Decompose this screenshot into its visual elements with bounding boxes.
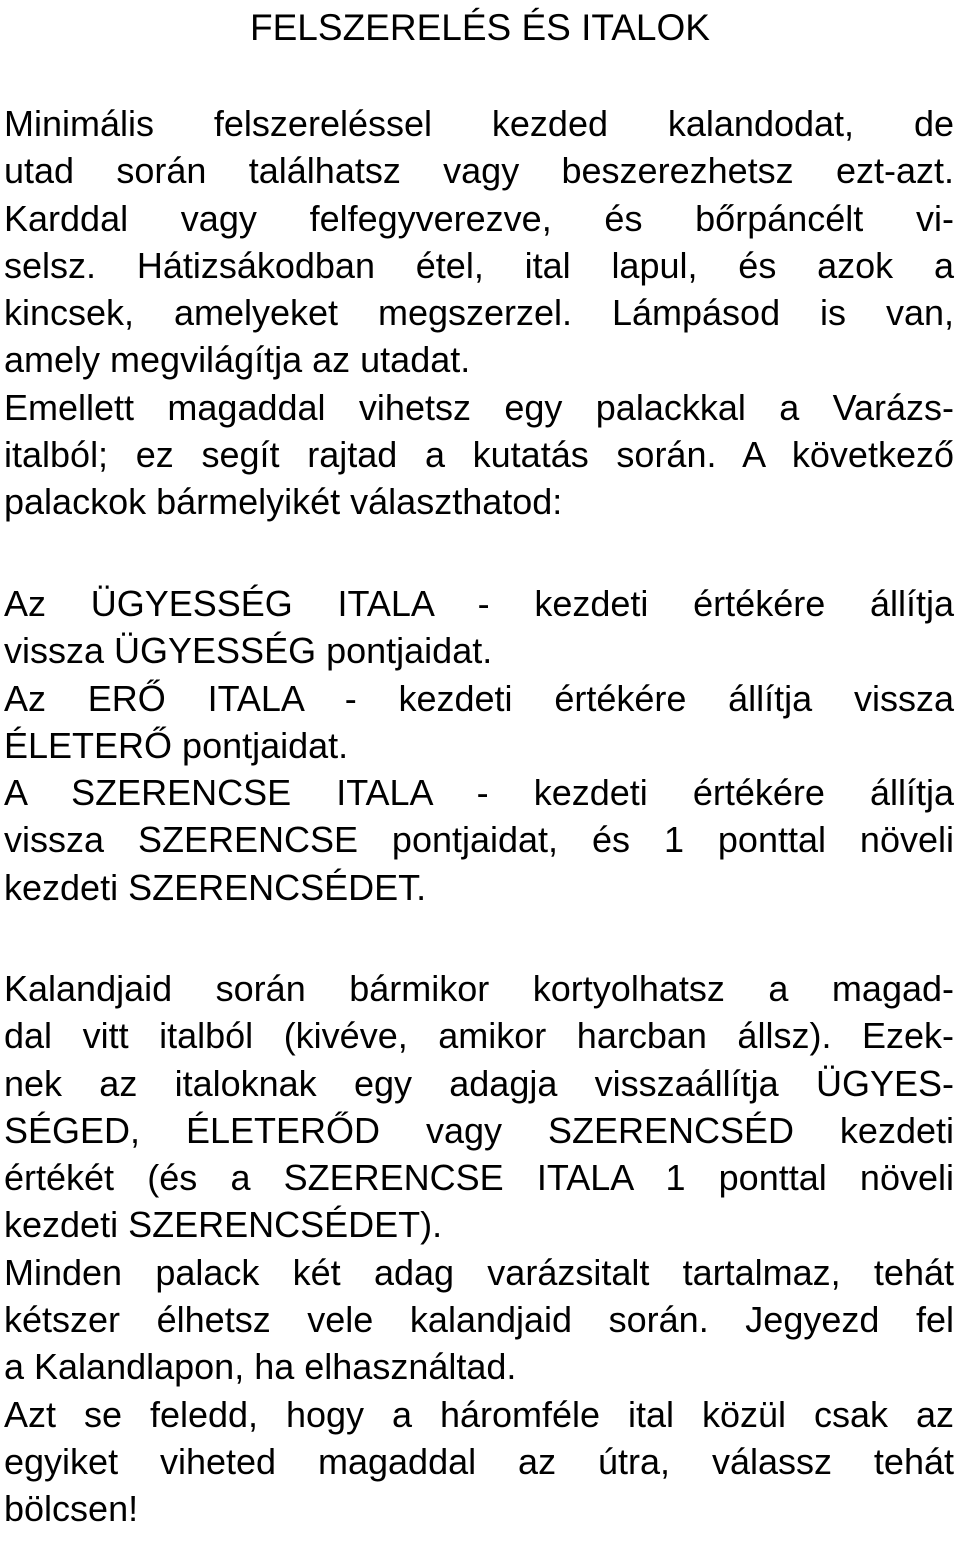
text-line: egyiket viheted magaddal az útra, válassz tehát [4,1440,954,1482]
text-line: amely megvilágítja az utadat. [4,339,471,381]
text-line: Minden palack két adag varázsitalt tartalmaz, tehát [4,1251,954,1293]
text-line: palackok bármelyikét választhatod: [4,481,563,523]
text-line: Emellett magaddal vihetsz egy palackkal a Varázs- [4,386,954,428]
text-line: bölcsen! [4,1488,139,1530]
potions-list-paragraph [4,580,954,911]
text-line: vissza SZERENCSE pontjaidat, és 1 ponttal növeli [4,819,954,861]
text-line: A SZERENCSE ITALA - kezdeti értékére állítja [4,772,954,814]
text-line: Azt se feledd, hogy a háromféle ital közül csak az [4,1393,954,1435]
text-line: dal vitt italból (kivéve, amikor harcban állsz). Ezek- [4,1015,954,1057]
text-line: kezdeti SZERENCSÉDET). [4,1204,443,1246]
text-line: italból; ez segít rajtad a kutatás során. A következő [4,434,954,476]
text-line: kétszer élhetsz vele kalandjaid során. Jegyezd fel [4,1299,954,1341]
text-line: Karddal vagy felfegyverezve, és bőrpáncélt vi- [4,197,954,239]
text-line: Minimális felszereléssel kezded kalandodat, de [4,103,954,144]
text-line: kezdeti SZERENCSÉDET. [4,866,427,908]
usage-paragraph [4,965,954,1533]
text-line: Az ÜGYESSÉG ITALA - kezdeti értékére állítja [4,583,954,624]
text-line: vissza ÜGYESSÉG pontjaidat. [4,630,493,672]
text-line: Kalandjaid során bármikor kortyolhatsz a magad- [4,968,954,1009]
text-line: Az ERŐ ITALA - kezdeti értékére állítja vissza [4,677,954,719]
text-line: SÉGED, ÉLETERŐD vagy SZERENCSÉD kezdeti [4,1109,954,1151]
text-line: kincsek, amelyeket megszerzel. Lámpásod is van, [4,292,954,334]
text-line: selsz. Hátizsákodban étel, ital lapul, és azok a [4,244,954,286]
page-title: FELSZERELÉS ÉS ITALOK [250,7,710,48]
text-line: utad során találhatsz vagy beszerezhetsz ezt-azt. [4,150,954,192]
intro-paragraph [4,100,954,526]
text-line: ÉLETERŐ pontjaidat. [4,724,349,766]
text-line: értékét (és a SZERENCSE ITALA 1 ponttal növeli [4,1157,954,1199]
text-line: a Kalandlapon, ha elhasználtad. [4,1346,517,1388]
text-line: nek az italoknak egy adagja visszaállítja ÜGYES- [4,1062,954,1104]
